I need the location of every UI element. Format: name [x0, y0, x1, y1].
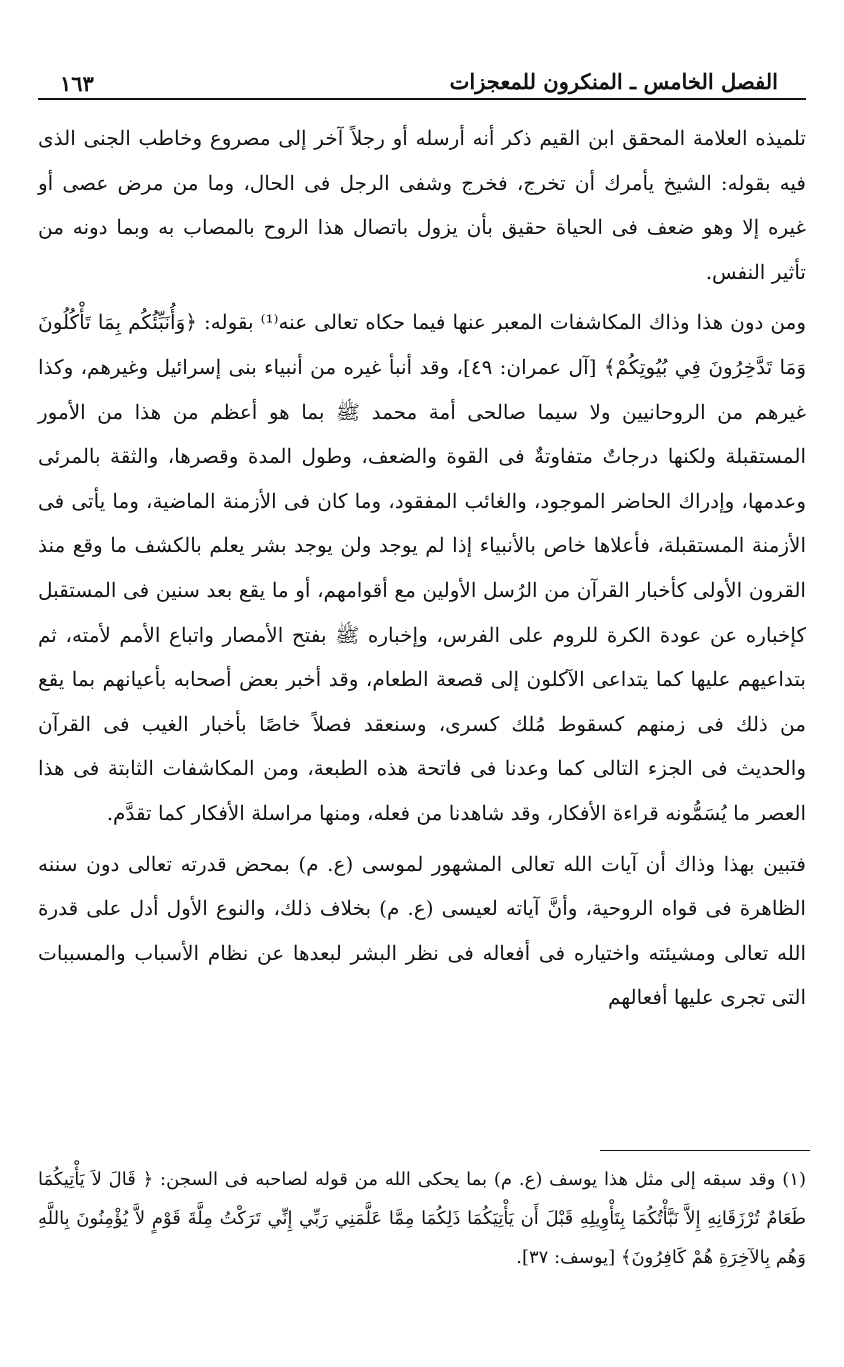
footnote-divider [600, 1150, 810, 1151]
paragraph-2: ومن دون هذا وذاك المكاشفات المعبر عنها فيما حكاه تعالى عنه⁽¹⁾ بقوله: ﴿وَأُنَبِّئُكُم بِمَا تَأْكُلُونَ وَمَا تَدَّخِرُونَ فِي بُيُوتِكُمْ﴾ [آل عمران: ٤٩]، وقد أنبأ غيره من أنبياء بنى إسرائيل وغيرهم، وكذا غيرهم من الروحانيين ولا سيما صالحى أمة محمد ﷺ بما هو أعظم من هذا من الأمور المستقبلة ولكنها درجاتٌ متفاوتةٌ فى القوة والضعف، وطول المدة وقصرها، والثقة بالمرئى وعدمها، وإدراك الحاضر الموجود، والغائب المفقود، وما كان فى الأزمنة الماضية، وما يأتى فى الأزمنة المستقبلة، فأعلاها خاص بالأنبياء إذا لم يوجد ولن يوجد بشر يعلم بالكشف ما وقع منذ القرون الأولى كأخبار القرآن من الرُسل الأولين مع أقوامهم، أو ما يقع بعد سنين فى المستقبل كإخباره عن عودة الكرة للروم على الفرس، وإخباره ﷺ بفتح الأمصار واتباع الأمم لأمته، ثم بتداعيهم عليها كما يتداعى الآكلون إلى قصعة الطعام، وقد أخبر بعض أصحابه بأعيانهم بما يقع من ذلك فى زمنهم كسقوط مُلك كسرى، وسنعقد فصلاً خاصًا بأخبار الغيب فى القرآن والحديث فى الجزء التالى كما وعدنا فى فاتحة هذه الطبعة، ومن المكاشفات الثابتة فى هذا العصر ما يُسَمُّونه قراءة الأفكار، وقد شاهدنا من فعله، ومنها مراسلة الأفكار كما تقدَّم. [38, 310, 807, 825]
paragraph-1: تلميذه العلامة المحقق ابن القيم ذكر أنه أرسله أو رجلاً آخر إلى مصروع وخاطب الجنى الذى فيه بقوله: الشيخ يأمرك أن تخرج، فخرج وشفى الرجل فى الحال، وما من مرض عصى أو غيره إلا وهو ضعف فى الحياة حقيق بأن يزول باتصال هذا الروح بالمصاب به وبما دونه من تأثير النفس. [38, 126, 806, 284]
page-header [38, 52, 806, 100]
main-text [38, 116, 806, 1020]
running-title: الفصل الخامس ـ المنكرون للمعجزات [449, 69, 778, 94]
footnote: (١) وقد سبقه إلى مثل هذا يوسف (ع. م) بما يحكى الله من قوله لصاحبه فى السجن: ﴿ قَالَ لاَ يَأْتِيكُمَا طَعَامٌ تُرْزَقَانِهِ إِلاَّ نَبَّأْتُكُمَا بِتَأْوِيلِهِ قَبْلَ أَن يَأْتِيَكُمَا ذَلِكُمَا مِمَّا عَلَّمَنِي رَبِّي إِنِّي تَرَكْتُ مِلَّةَ قَوْمٍ لاَّ يُؤْمِنُونَ بِاللَّهِ وَهُم بِالآخِرَةِ هُمْ كَافِرُونَ﴾ [يوسف: ٣٧]. [38, 1169, 806, 1268]
paragraph-3: فتبين بهذا وذاك أن آيات الله تعالى المشهور لموسى (ع. م) بمحض قدرته تعالى دون سننه الظاهرة فى قواه الروحية، وأنَّ آياته لعيسى (ع. م) بخلاف ذلك، والنوع الأول أدل على قدرة الله تعالى ومشيئته واختياره فى أفعاله فى نظر البشر لبعدها عن نظام الأسباب والمسببات التى تجرى عليها أفعالهم [38, 851, 806, 1010]
page-number: ١٦٣ [60, 71, 94, 96]
